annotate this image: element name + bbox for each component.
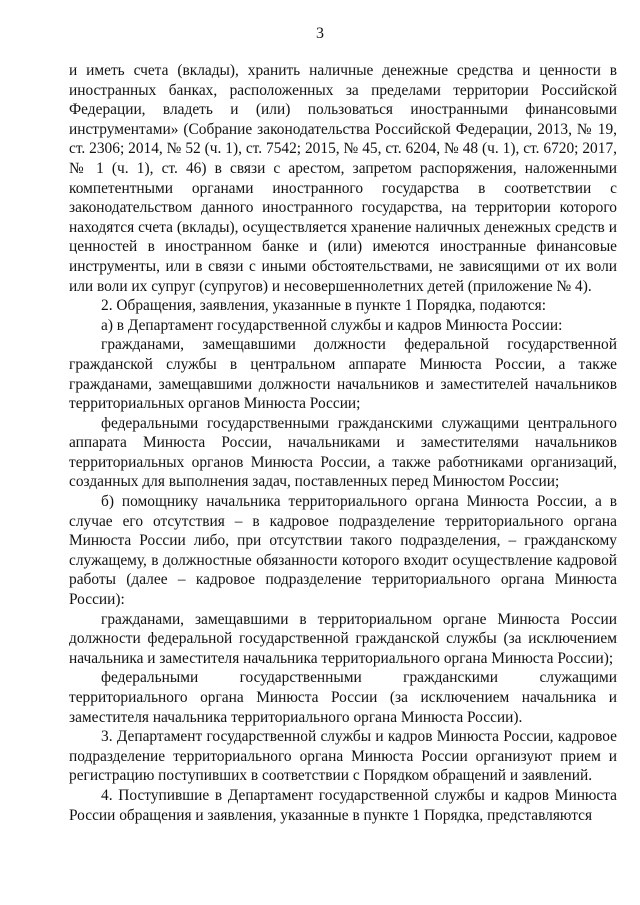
- paragraph-item-2: 2. Обращения, заявления, указанные в пункте 1 Порядка, подаются:: [101, 297, 547, 315]
- paragraph-servants-territorial: федеральными государственными гражданскими служащими территориального органа Минюста России (за исключением начальника и заместителя начальника территориального органа Минюста России).: [69, 669, 617, 726]
- paragraph-citizens-territorial: гражданами, замещавшими в территориальном органе Минюста России должности федеральной государственной гражданской службы (за исключением начальника и заместителя начальника территориального органа Минюста России);: [69, 610, 617, 667]
- paragraph-servants-central: федеральными государственными гражданскими служащими центрального аппарата Минюста России, начальниками и заместителями начальников территориальных органов Минюста России, а также работниками организаций, созданных для выполнения задач, поставленных перед Минюстом России;: [69, 414, 617, 491]
- paragraph-item-4: 4. Поступившие в Департамент государственной службы и кадров Минюста России обращения и заявления, указанные в пункте 1 Порядка, представляются: [69, 786, 617, 824]
- paragraph-citizens-central: гражданами, замещавшими должности федеральной государственной гражданской службы в центральном аппарате Минюста России, а также гражданами, замещавшими должности начальников и заместителей начальников территориальных органов Минюста России;: [69, 336, 617, 413]
- paragraph-item-2b: б) помощнику начальника территориального органа Минюста России, а в случае его отсутствия – в кадровое подразделение территориального органа Минюста России либо, при отсутствии такого подразделения, – гражданскому служащему, в должностные обязанности которого входит осуществление кадровой работы (далее – кадровое подразделение территориального органа Минюста России):: [69, 493, 617, 609]
- paragraph-item-2a: а) в Департамент государственной службы и кадров Минюста России:: [101, 316, 563, 334]
- paragraph-continuation: и иметь счета (вклады), хранить наличные денежные средства и ценности в иностранных банках, расположенных за пределами территории Российской Федерации, владеть и (или) пользоваться иностранными финансовыми инструментами» (Собрание законодательства Российской Федерации, 2013, № 19, ст. 2306; 2014, № 52 (ч. 1), ст. 7542; 2015, № 45, ст. 6204, № 48 (ч. 1), ст. 6720; 2017, № 1 (ч. 1), ст. 46) в связи с арестом, запретом распоряжения, наложенными компетентными органами иностранного государства в соответствии с законодательством данного иностранного государства, на территории которого находятся счета (вклады), осуществляется хранение наличных денежных средств и ценностей в иностранном банке и (или) имеются иностранные финансовые инструменты, или в связи с иными обстоятельствами, не зависящими от их воли или воли их супруг (супругов) и несовершеннолетних детей (приложение № 4).: [69, 62, 617, 295]
- page-number: 3: [316, 25, 324, 42]
- paragraph-item-3: 3. Департамент государственной службы и кадров Минюста России, кадровое подразделение территориального органа Минюста России организуют прием и регистрацию поступивших в соответствии с Порядком обращений и заявлений.: [69, 728, 617, 785]
- document-body: [69, 61, 617, 825]
